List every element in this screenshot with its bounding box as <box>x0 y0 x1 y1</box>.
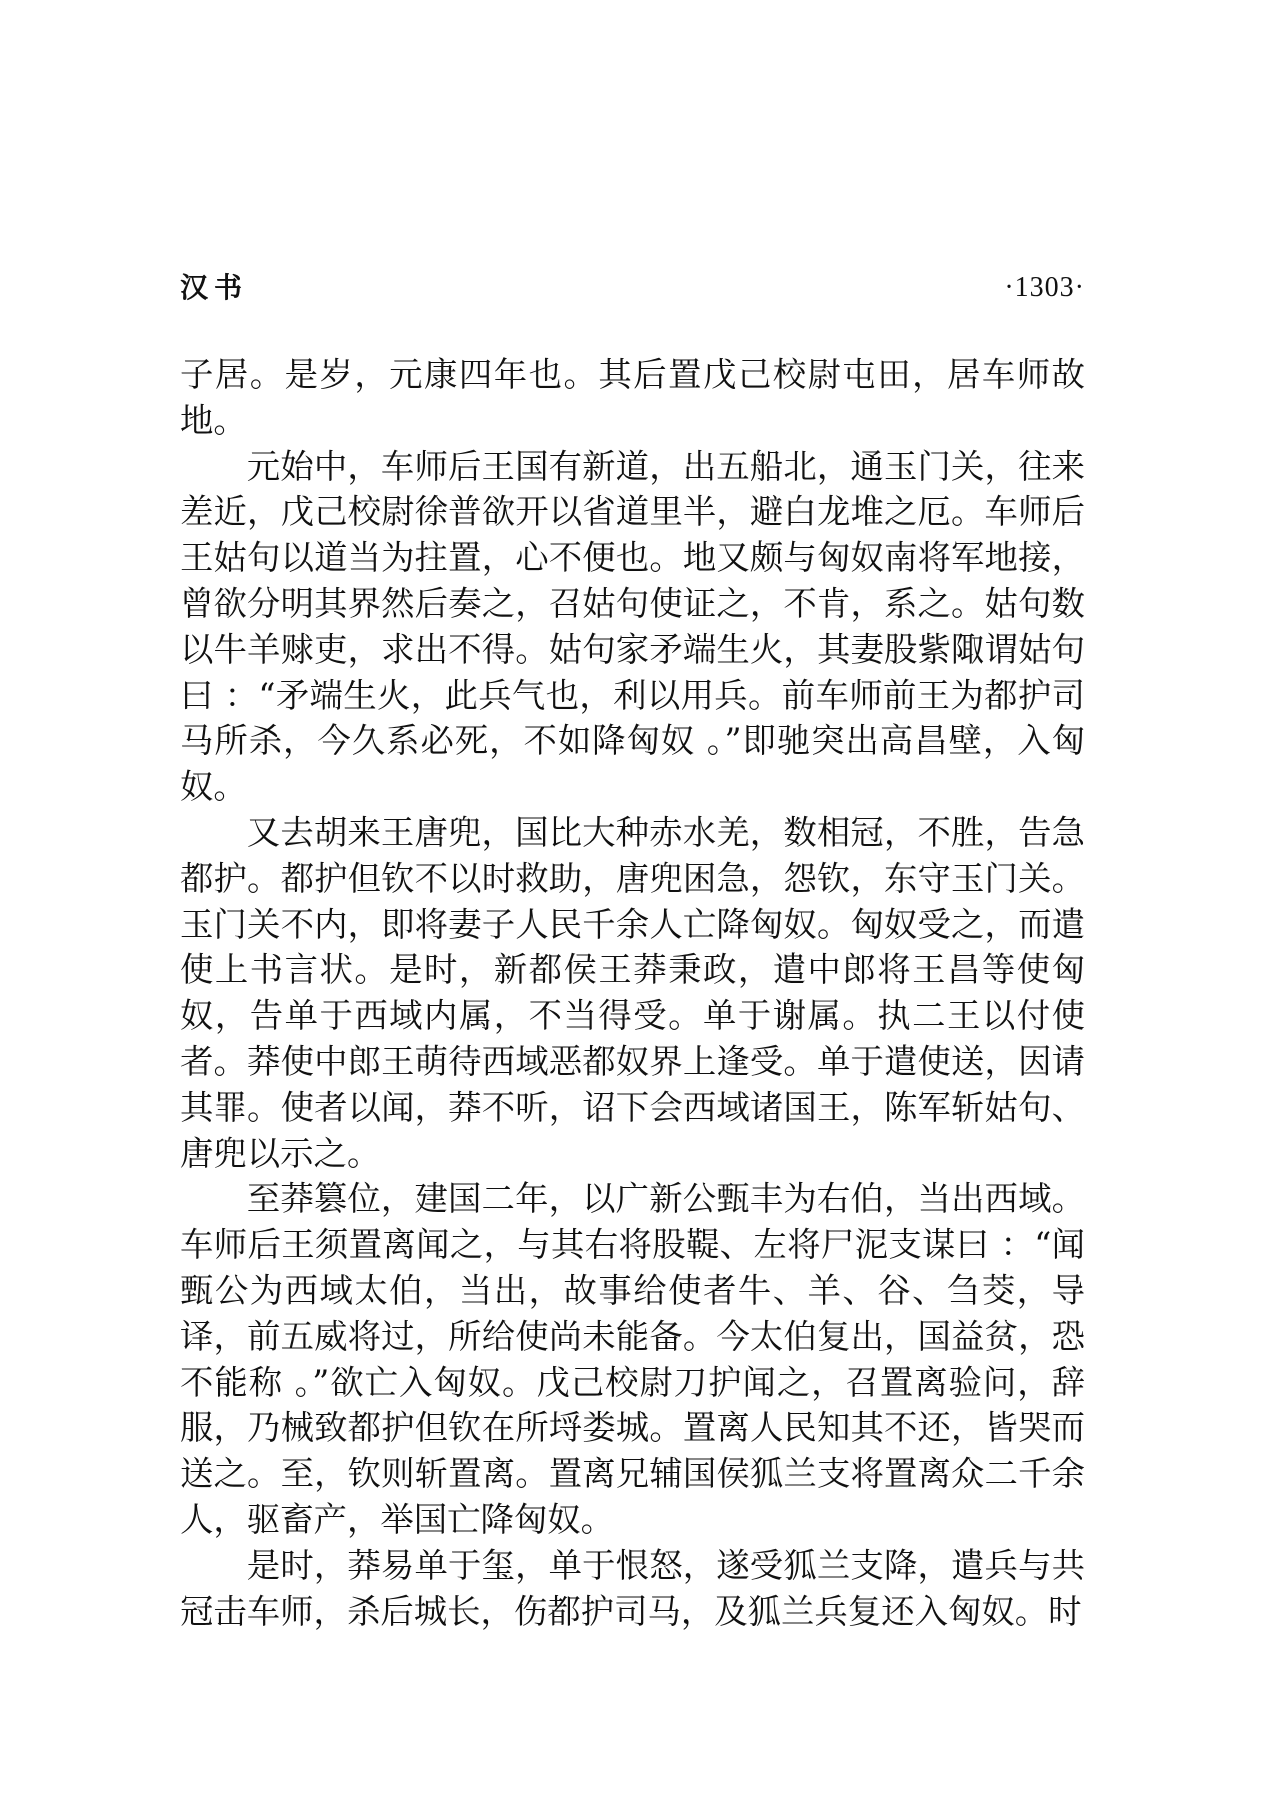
book-title: 汉书 <box>180 271 249 304</box>
running-header <box>180 268 1085 308</box>
paragraph: 元始中，车师后王国有新道，出五船北，通玉门关，往来差近，戊己校尉徐普欲开以省道里半，避白龙堆之厄。车师后王姑句以道当为拄置，心不便也。地又颇与匈奴南将军地接，曾欲分明其界然后奏之，召姑句使证之，不肯，系之。姑句数以牛羊赇吏，求出不得。姑句家矛端生火，其妻股紫陬谓姑句曰 ：“矛端生火，此兵气也，利以用兵。前车师前王为都护司马所杀，今久系必死，不如降匈奴 。”即驰突出高昌壁，入匈奴。 <box>180 446 1085 807</box>
body-text <box>180 352 1085 1634</box>
paragraph: 是时，莽易单于玺，单于恨怒，遂受狐兰支降，遣兵与共冠击车师，杀后城长，伤都护司马，及狐兰兵复还入匈奴。时 <box>180 1545 1085 1631</box>
page-number: ·1303· <box>1004 272 1085 303</box>
paragraph: 子居。是岁，元康四年也。其后置戊己校尉屯田，居车师故地。 <box>180 355 1085 440</box>
paragraph: 又去胡来王唐兜，国比大种赤水羌，数相冠，不胜，告急都护。都护但钦不以时救助，唐兜困急，怨钦，东守玉门关。玉门关不内，即将妻子人民千余人亡降匈奴。匈奴受之，而遣使上书言状。是时，新都侯王莽秉政，遣中郎将王昌等使匈奴，告单于西域内属，不当得受。单于谢属。执二王以付使者。莽使中郎王萌待西域恶都奴界上逢受。单于遣使送，因请其罪。使者以闻，莽不听，诏下会西域诸国王，陈军斩姑句、唐兜以示之。 <box>180 812 1085 1173</box>
paragraph: 至莽篡位，建国二年，以广新公甄丰为右伯，当出西域。车师后王须置离闻之，与其右将股鞮、左将尸泥支谋曰 ：“闻甄公为西域太伯，当出，故事给使者牛、羊、谷、刍茭，导译，前五威将过，所给使尚未能备。今太伯复出，国益贫，恐不能称 。”欲亡入匈奴。戊己校尉刀护闻之，召置离验问，辞服，乃械致都护但钦在所埒娄城。置离人民知其不还，皆哭而送之。至，钦则斩置离。置离兄辅国侯狐兰支将置离众二千余人，驱畜产，举国亡降匈奴。 <box>180 1179 1085 1539</box>
